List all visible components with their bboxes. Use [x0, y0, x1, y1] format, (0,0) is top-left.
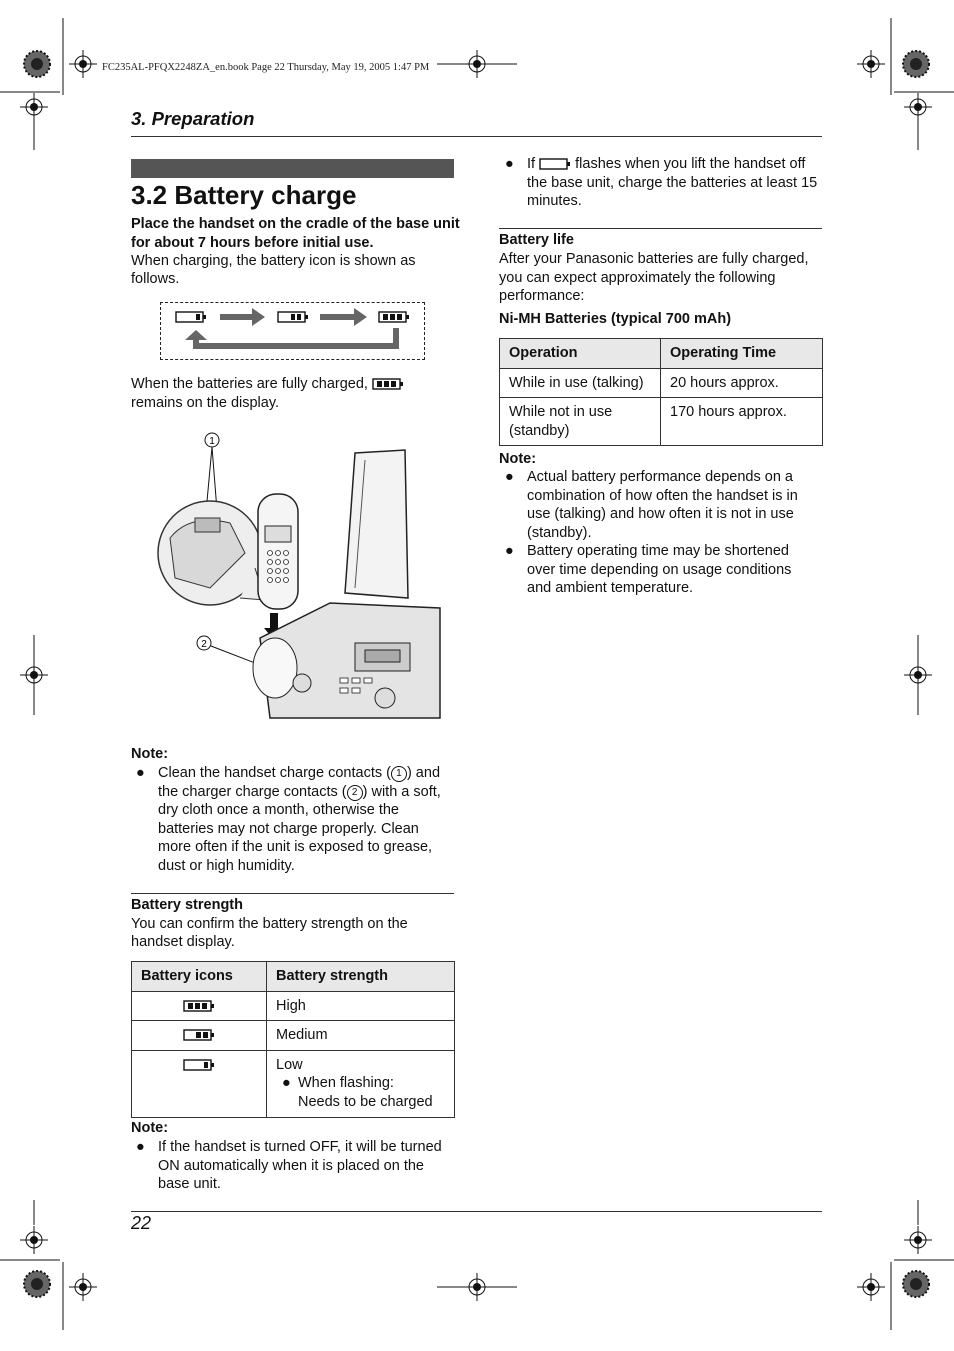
- table-header-cell: Operating Time: [661, 339, 823, 369]
- battery-strength-line-2: handset display.: [131, 934, 235, 950]
- ref-1-circle: 1: [391, 766, 407, 782]
- table-header-cell: Operation: [500, 339, 661, 369]
- time-cell: 170 hours approx.: [661, 398, 823, 446]
- table-row: [132, 1021, 455, 1051]
- strength-cell: Medium: [267, 1021, 455, 1051]
- note-1-label: Note:: [131, 746, 169, 762]
- intro-bold: Place the handset on the cradle of the base unit for about 7 hours before initial use.: [131, 216, 460, 251]
- note-1-text-d: ) with a soft,: [362, 783, 441, 800]
- bullet-dot: ●: [136, 765, 145, 781]
- callout-2-label: 2: [201, 639, 207, 650]
- note-1-line-1: [158, 764, 440, 783]
- table-row: [132, 991, 455, 1021]
- ref-2-circle: 2: [347, 785, 363, 801]
- book-file-info: FC235AL-PFQX2248ZA_en.book Page 22 Thursday, May 19, 2005 1:47 PM: [102, 62, 430, 73]
- footer-rule: [131, 1211, 822, 1212]
- section-title: 3. Preparation: [131, 108, 255, 129]
- battery-full-icon: [372, 377, 404, 391]
- table-row: [500, 398, 823, 446]
- note-3-b1-line-3: use (talking) and how often it is not in use: [527, 506, 794, 523]
- note-1-line-6: dust or high humidity.: [158, 858, 295, 874]
- page-title: 3.2 Battery charge: [131, 180, 357, 210]
- note-3-b2-line-2: over time depending on usage conditions: [527, 561, 792, 578]
- title-bar: [131, 159, 454, 178]
- note-2-line-3: base unit.: [158, 1176, 221, 1193]
- battery-high-icon: [183, 999, 215, 1013]
- battery-strength-rule: [131, 893, 454, 894]
- strength-cell: High: [267, 991, 455, 1021]
- note-1-line-4: batteries may not charge properly. Clean: [158, 820, 419, 837]
- flash-line-3: minutes.: [527, 193, 582, 210]
- battery-life-line-1: After your Panasonic batteries are fully charged,: [499, 251, 809, 267]
- battery-icon-cell: [132, 991, 267, 1021]
- battery-icon-cell: [132, 1021, 267, 1051]
- battery-icon-1-bar: [176, 312, 206, 322]
- battery-icon-3-bars: [379, 312, 409, 322]
- battery-life-heading: Battery life: [499, 232, 574, 248]
- battery-strength-heading: Battery strength: [131, 897, 243, 913]
- flash-text-rest: flashes when you lift the handset off: [575, 156, 806, 172]
- strength-cell: [267, 1050, 455, 1117]
- table-header-cell: Battery icons: [132, 962, 267, 992]
- handset-charging-illustration: [150, 428, 442, 720]
- note-2-bullet: [136, 1138, 456, 1196]
- battery-life-line-3: performance:: [499, 288, 585, 305]
- battery-life-line-2: you can expect approximately the following: [499, 269, 776, 286]
- note-2-line-2: ON automatically when it is placed on the: [158, 1157, 424, 1174]
- bullet-dot: ●: [505, 156, 514, 172]
- note-3-bullet-2: [505, 542, 825, 600]
- table-row: [500, 368, 823, 398]
- battery-life-table: [499, 338, 823, 446]
- operation-cell: [500, 398, 661, 446]
- arrow-right-icon: [220, 308, 265, 326]
- full-charge-text: When the batteries are fully charged,: [131, 376, 368, 392]
- full-charge-line-2: remains on the display.: [131, 395, 280, 411]
- intro-line-2: follows.: [131, 271, 180, 287]
- battery-strength-line-1: You can confirm the battery strength on the: [131, 916, 408, 932]
- battery-icon-2-bars: [278, 312, 308, 322]
- note-1-text-b: ) and: [406, 765, 441, 781]
- flash-bullet: [505, 155, 825, 213]
- bullet-dot: ●: [505, 543, 514, 559]
- arrow-right-icon: [320, 308, 367, 326]
- header-rule: [131, 136, 822, 137]
- charging-sequence-graphic: [160, 302, 426, 360]
- battery-icon-cell: [132, 1050, 267, 1117]
- battery-type-subheading: Ni-MH Batteries (typical 700 mAh): [499, 311, 732, 327]
- intro-line-1: When charging, the battery icon is shown as: [131, 253, 416, 269]
- bullet-dot: ●: [282, 1075, 291, 1092]
- note-3-b1-line-4: (standby).: [527, 524, 592, 541]
- battery-low-icon: [183, 1058, 215, 1072]
- low-sub-bullet: [276, 1074, 445, 1111]
- note-1-line-3: dry cloth once a month, otherwise the: [158, 802, 399, 819]
- page-number: 22: [131, 1213, 152, 1233]
- note-3-label: Note:: [499, 451, 537, 467]
- low-sub-bullet-line-1: When flashing:: [298, 1075, 394, 1092]
- table-row: [132, 1050, 455, 1117]
- battery-empty-icon: [539, 157, 571, 171]
- flash-line-2: the base unit, charge the batteries at least 15: [527, 174, 818, 191]
- note-2-label: Note:: [131, 1120, 169, 1136]
- low-sub-bullet-line-2: Needs to be charged: [298, 1093, 433, 1110]
- battery-medium-icon: [183, 1028, 215, 1042]
- note-3-b2-line-1: Battery operating time may be shortened: [527, 543, 789, 559]
- note-3-b2-line-3: and ambient temperature.: [527, 580, 694, 597]
- table-header-row: [500, 339, 823, 369]
- note-1-text-c: the charger charge contacts (: [158, 783, 347, 800]
- callout-1-label: 1: [209, 436, 215, 447]
- note-1-text-a: Clean the handset charge contacts (: [158, 765, 391, 781]
- note-2-line-1: If the handset is turned OFF, it will be turned: [158, 1139, 442, 1155]
- note-1-line-5: more often if the unit is exposed to grease,: [158, 839, 433, 856]
- operation-line-1: While not in use: [509, 404, 613, 421]
- flash-line-1: [527, 155, 805, 174]
- table-header-row: [132, 962, 455, 992]
- flash-text-if: If: [527, 156, 536, 172]
- operation-cell: While in use (talking): [500, 368, 661, 398]
- bullet-dot: ●: [505, 469, 514, 485]
- note-3-bullet-1: [505, 468, 825, 544]
- table-header-cell: Battery strength: [267, 962, 455, 992]
- note-3-b1-line-1: Actual battery performance depends on a: [527, 469, 793, 485]
- operation-line-2: (standby): [509, 422, 570, 439]
- battery-strength-table: [131, 961, 455, 1118]
- strength-low-label: Low: [276, 1056, 303, 1073]
- return-arrow-icon: [185, 328, 399, 349]
- full-charge-line-1: [131, 375, 404, 394]
- battery-life-rule: [499, 228, 822, 229]
- bullet-dot: ●: [136, 1139, 145, 1155]
- note-1-bullet: [136, 764, 456, 876]
- time-cell: 20 hours approx.: [661, 368, 823, 398]
- note-3-b1-line-2: combination of how often the handset is in: [527, 487, 798, 504]
- note-1-line-2: [158, 783, 441, 802]
